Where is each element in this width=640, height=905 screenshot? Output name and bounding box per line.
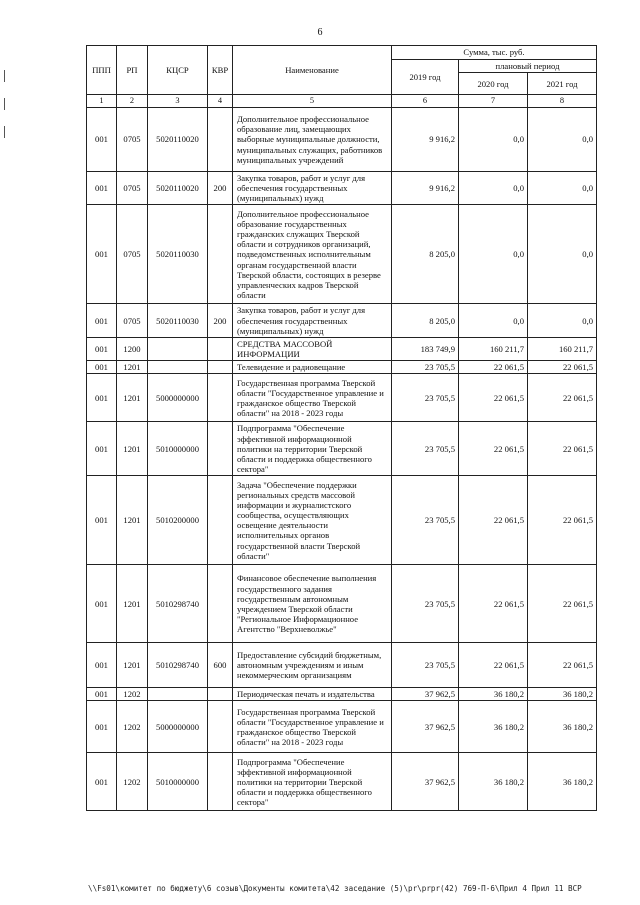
cell-name: Подпрограмма "Обеспечение эффективной информационной политики на территории Тверской области и поддержка общественного сектора" bbox=[233, 422, 392, 476]
cell-ppp: 001 bbox=[87, 205, 117, 304]
cell-kcsr bbox=[148, 337, 208, 360]
table-row bbox=[87, 108, 597, 172]
cell-name: Подпрограмма "Обеспечение эффективной информационной политики на территории Тверской области и поддержка общественного сектора" bbox=[233, 753, 392, 811]
cell-2019: 37 962,5 bbox=[392, 753, 459, 811]
cell-kcsr: 5020110030 bbox=[148, 205, 208, 304]
cell-2021: 160 211,7 bbox=[528, 337, 597, 360]
header-planned: плановый период bbox=[459, 60, 597, 73]
table-header bbox=[87, 46, 597, 108]
cell-kvr bbox=[208, 108, 233, 172]
cell-2019: 37 962,5 bbox=[392, 701, 459, 753]
cell-rp: 1201 bbox=[117, 422, 148, 476]
table-row bbox=[87, 422, 597, 476]
cell-2019: 23 705,5 bbox=[392, 361, 459, 374]
cell-ppp: 001 bbox=[87, 337, 117, 360]
cell-2020: 22 061,5 bbox=[459, 361, 528, 374]
table-row bbox=[87, 688, 597, 701]
cell-2019: 23 705,5 bbox=[392, 565, 459, 643]
cell-2021: 22 061,5 bbox=[528, 643, 597, 688]
cell-kvr bbox=[208, 361, 233, 374]
cell-ppp: 001 bbox=[87, 565, 117, 643]
cell-ppp: 001 bbox=[87, 304, 117, 337]
cell-kvr bbox=[208, 701, 233, 753]
cell-2019: 8 205,0 bbox=[392, 304, 459, 337]
cell-2020: 22 061,5 bbox=[459, 565, 528, 643]
cell-name: Государственная программа Тверской области "Государственное управление и гражданское общество Тверской области" на 2018 - 2023 годы bbox=[233, 374, 392, 422]
column-index: 3 bbox=[148, 95, 208, 108]
cell-kvr bbox=[208, 374, 233, 422]
cell-2021: 0,0 bbox=[528, 205, 597, 304]
cell-kcsr bbox=[148, 688, 208, 701]
table-row bbox=[87, 753, 597, 811]
cell-2019: 8 205,0 bbox=[392, 205, 459, 304]
cell-name: Дополнительное профессиональное образование государственных гражданских служащих Тверской области и сотрудников организаций, подведомственных исполнительным органам государственной власти Тверской области, состоящих в резерве управленческих кадров Тверской области bbox=[233, 205, 392, 304]
margin-marks bbox=[4, 70, 6, 170]
cell-kcsr bbox=[148, 361, 208, 374]
cell-rp: 1200 bbox=[117, 337, 148, 360]
cell-2019: 9 916,2 bbox=[392, 108, 459, 172]
cell-2020: 36 180,2 bbox=[459, 688, 528, 701]
cell-kvr: 600 bbox=[208, 643, 233, 688]
cell-kvr bbox=[208, 337, 233, 360]
cell-ppp: 001 bbox=[87, 476, 117, 565]
cell-name: Телевидение и радиовещание bbox=[233, 361, 392, 374]
cell-kcsr: 5010000000 bbox=[148, 422, 208, 476]
table-row bbox=[87, 205, 597, 304]
table-row bbox=[87, 337, 597, 360]
column-index-row bbox=[87, 95, 597, 108]
cell-name: Периодическая печать и издательства bbox=[233, 688, 392, 701]
table-row bbox=[87, 643, 597, 688]
cell-rp: 1201 bbox=[117, 476, 148, 565]
cell-2021: 0,0 bbox=[528, 108, 597, 172]
cell-kvr: 200 bbox=[208, 172, 233, 205]
header-ppp: ППП bbox=[87, 46, 117, 95]
cell-name: Дополнительное профессиональное образование лиц, замещающих выборные муниципальные должности, муниципальных служащих, работников муниципальных учреждений bbox=[233, 108, 392, 172]
cell-2020: 36 180,2 bbox=[459, 753, 528, 811]
cell-name: Государственная программа Тверской области "Государственное управление и гражданское общество Тверской области" на 2018 - 2023 годы bbox=[233, 701, 392, 753]
cell-2019: 23 705,5 bbox=[392, 643, 459, 688]
cell-rp: 1201 bbox=[117, 565, 148, 643]
cell-kvr bbox=[208, 422, 233, 476]
cell-kcsr: 5020110020 bbox=[148, 172, 208, 205]
table-row bbox=[87, 374, 597, 422]
cell-2020: 160 211,7 bbox=[459, 337, 528, 360]
cell-rp: 1202 bbox=[117, 753, 148, 811]
column-index: 5 bbox=[233, 95, 392, 108]
cell-ppp: 001 bbox=[87, 374, 117, 422]
cell-rp: 0705 bbox=[117, 172, 148, 205]
cell-2019: 9 916,2 bbox=[392, 172, 459, 205]
table-row bbox=[87, 361, 597, 374]
header-kvr: КВР bbox=[208, 46, 233, 95]
cell-ppp: 001 bbox=[87, 108, 117, 172]
cell-kvr bbox=[208, 205, 233, 304]
cell-kvr bbox=[208, 565, 233, 643]
cell-kvr bbox=[208, 753, 233, 811]
cell-name: Закупка товаров, работ и услуг для обеспечения государственных (муниципальных) нужд bbox=[233, 304, 392, 337]
cell-2020: 0,0 bbox=[459, 172, 528, 205]
cell-rp: 1201 bbox=[117, 374, 148, 422]
cell-rp: 0705 bbox=[117, 304, 148, 337]
table-body bbox=[87, 108, 597, 811]
page-number: 6 bbox=[317, 27, 323, 38]
header-sum: Сумма, тыс. руб. bbox=[392, 46, 597, 60]
cell-2019: 183 749,9 bbox=[392, 337, 459, 360]
file-path-footer: \\Fs01\комитет по бюджету\6 созыв\Документы комитета\42 заседание (5)\pr\prpr(42) 769-П-6\Прил 4 Прил 11 ВСР bbox=[88, 884, 582, 893]
cell-2021: 22 061,5 bbox=[528, 374, 597, 422]
cell-2020: 0,0 bbox=[459, 205, 528, 304]
column-index: 6 bbox=[392, 95, 459, 108]
cell-ppp: 001 bbox=[87, 643, 117, 688]
cell-2020: 22 061,5 bbox=[459, 476, 528, 565]
cell-kvr: 200 bbox=[208, 304, 233, 337]
header-2019: 2019 год bbox=[392, 60, 459, 95]
table-row bbox=[87, 476, 597, 565]
cell-rp: 1201 bbox=[117, 643, 148, 688]
column-index: 1 bbox=[87, 95, 117, 108]
column-index: 7 bbox=[459, 95, 528, 108]
table-row bbox=[87, 172, 597, 205]
cell-kvr bbox=[208, 476, 233, 565]
cell-rp: 1201 bbox=[117, 361, 148, 374]
cell-ppp: 001 bbox=[87, 361, 117, 374]
header-2020: 2020 год bbox=[459, 73, 528, 95]
cell-2019: 37 962,5 bbox=[392, 688, 459, 701]
cell-2020: 0,0 bbox=[459, 304, 528, 337]
cell-2021: 22 061,5 bbox=[528, 422, 597, 476]
cell-2019: 23 705,5 bbox=[392, 422, 459, 476]
cell-ppp: 001 bbox=[87, 422, 117, 476]
cell-kcsr: 5020110020 bbox=[148, 108, 208, 172]
cell-2021: 22 061,5 bbox=[528, 476, 597, 565]
cell-2020: 22 061,5 bbox=[459, 643, 528, 688]
header-kcsr: КЦСР bbox=[148, 46, 208, 95]
cell-kcsr: 5010000000 bbox=[148, 753, 208, 811]
cell-2021: 36 180,2 bbox=[528, 753, 597, 811]
cell-2021: 22 061,5 bbox=[528, 565, 597, 643]
cell-ppp: 001 bbox=[87, 753, 117, 811]
cell-2021: 36 180,2 bbox=[528, 688, 597, 701]
cell-rp: 1202 bbox=[117, 688, 148, 701]
cell-ppp: 001 bbox=[87, 701, 117, 753]
cell-2021: 36 180,2 bbox=[528, 701, 597, 753]
column-index: 4 bbox=[208, 95, 233, 108]
cell-2019: 23 705,5 bbox=[392, 374, 459, 422]
cell-2021: 0,0 bbox=[528, 172, 597, 205]
cell-ppp: 001 bbox=[87, 172, 117, 205]
cell-kcsr: 5000000000 bbox=[148, 701, 208, 753]
budget-table bbox=[86, 45, 597, 811]
cell-rp: 1202 bbox=[117, 701, 148, 753]
cell-2019: 23 705,5 bbox=[392, 476, 459, 565]
cell-2020: 36 180,2 bbox=[459, 701, 528, 753]
cell-2021: 0,0 bbox=[528, 304, 597, 337]
cell-kcsr: 5020110030 bbox=[148, 304, 208, 337]
table-row bbox=[87, 565, 597, 643]
header-rp: РП bbox=[117, 46, 148, 95]
column-index: 8 bbox=[528, 95, 597, 108]
cell-rp: 0705 bbox=[117, 108, 148, 172]
cell-ppp: 001 bbox=[87, 688, 117, 701]
table-row bbox=[87, 701, 597, 753]
table-row bbox=[87, 304, 597, 337]
cell-kcsr: 5000000000 bbox=[148, 374, 208, 422]
header-name: Наименование bbox=[233, 46, 392, 95]
header-2021: 2021 год bbox=[528, 73, 597, 95]
cell-2020: 22 061,5 bbox=[459, 422, 528, 476]
cell-2021: 22 061,5 bbox=[528, 361, 597, 374]
cell-name: СРЕДСТВА МАССОВОЙ ИНФОРМАЦИИ bbox=[233, 337, 392, 360]
cell-name: Предоставление субсидий бюджетным, автономным учреждениям и иным некоммерческим организациям bbox=[233, 643, 392, 688]
cell-kvr bbox=[208, 688, 233, 701]
cell-2020: 0,0 bbox=[459, 108, 528, 172]
cell-2020: 22 061,5 bbox=[459, 374, 528, 422]
cell-rp: 0705 bbox=[117, 205, 148, 304]
cell-name: Закупка товаров, работ и услуг для обеспечения государственных (муниципальных) нужд bbox=[233, 172, 392, 205]
cell-kcsr: 5010298740 bbox=[148, 565, 208, 643]
cell-name: Задача "Обеспечение поддержки региональных средств массовой информации и журналистского сообщества, осуществляющих освещение деятельности исполнительных органов государственной власти Тверской области" bbox=[233, 476, 392, 565]
column-index: 2 bbox=[117, 95, 148, 108]
cell-kcsr: 5010298740 bbox=[148, 643, 208, 688]
cell-name: Финансовое обеспечение выполнения государственного задания государственным автономным учреждением Тверской области "Региональное Информационное Агентство "Верхневолжье" bbox=[233, 565, 392, 643]
cell-kcsr: 5010200000 bbox=[148, 476, 208, 565]
